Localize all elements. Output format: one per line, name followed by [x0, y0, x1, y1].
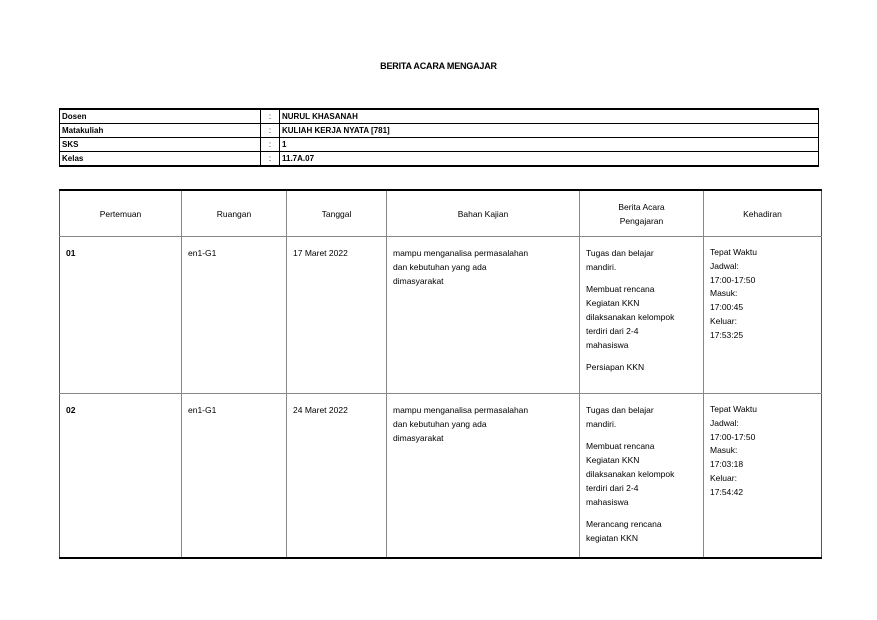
- text-line: Jadwal:: [710, 260, 739, 271]
- info-row-dosen: [60, 109, 819, 124]
- text-line: kegiatan KKN: [586, 533, 638, 543]
- text-line: dimasyarakat: [393, 276, 444, 286]
- text-line: dimasyarakat: [393, 433, 444, 443]
- cell-ruangan: en1-G1: [182, 394, 287, 559]
- cell-pertemuan: 01: [60, 237, 182, 394]
- text-line: mampu menganalisa permasalahan: [393, 248, 529, 258]
- berita-paragraph: [586, 517, 697, 545]
- info-row-sks: [60, 138, 819, 152]
- header-ruangan: Ruangan: [182, 190, 287, 237]
- info-separator: :: [261, 152, 280, 167]
- header-berita-acara: [580, 190, 704, 237]
- text-line: Membuat rencana: [586, 284, 655, 294]
- text-line: Keluar:: [710, 472, 737, 483]
- text-line: mandiri.: [586, 262, 617, 272]
- text-line: Tepat Waktu: [710, 404, 757, 414]
- cell-ruangan: en1-G1: [182, 237, 287, 394]
- cell-kehadiran: [704, 237, 822, 394]
- text-line: 17:54:42: [710, 486, 744, 497]
- info-separator: :: [261, 109, 280, 124]
- text-line: Masuk:: [710, 445, 738, 456]
- header-kehadiran: Kehadiran: [704, 190, 822, 237]
- header-tanggal: Tanggal: [287, 190, 387, 237]
- info-label: Dosen: [60, 109, 261, 124]
- text-line: terdiri dari 2-4: [586, 326, 639, 336]
- text-line: dilaksanakan kelompok: [586, 312, 675, 322]
- text-line: Persiapan KKN: [586, 362, 645, 372]
- text-line: dan kebutuhan yang ada: [393, 262, 487, 272]
- cell-tanggal: 24 Maret 2022: [287, 394, 387, 559]
- berita-paragraph: [586, 403, 697, 431]
- info-value: 1: [280, 138, 819, 152]
- info-separator: :: [261, 124, 280, 138]
- text-line: Tepat Waktu: [710, 247, 757, 257]
- table-row: [60, 237, 822, 394]
- header-pertemuan: Pertemuan: [60, 190, 182, 237]
- info-table: [59, 108, 819, 167]
- info-value: NURUL KHASANAH: [280, 109, 819, 124]
- text-line: Masuk:: [710, 288, 738, 299]
- berita-paragraph: [586, 282, 697, 352]
- cell-pertemuan: 02: [60, 394, 182, 559]
- text-line: 17:00-17:50: [710, 431, 756, 442]
- text-line: terdiri dari 2-4: [586, 483, 639, 493]
- cell-bahan-kajian: [387, 237, 580, 394]
- info-value: 11.7A.07: [280, 152, 819, 167]
- cell-bahan-kajian: [387, 394, 580, 559]
- info-row-matakuliah: [60, 124, 819, 138]
- info-label: SKS: [60, 138, 261, 152]
- text-line: Merancang rencana: [586, 519, 662, 529]
- info-row-kelas: [60, 152, 819, 167]
- info-value: KULIAH KERJA NYATA [781]: [280, 124, 819, 138]
- cell-kehadiran: [704, 394, 822, 559]
- text-line: dan kebutuhan yang ada: [393, 419, 487, 429]
- text-line: 17:00:45: [710, 302, 744, 313]
- text-line: Tugas dan belajar: [586, 405, 654, 415]
- table-row: [60, 394, 822, 559]
- text-line: mampu menganalisa permasalahan: [393, 405, 529, 415]
- table-header-row: [60, 190, 822, 237]
- berita-paragraph: [586, 246, 697, 274]
- text-line: dilaksanakan kelompok: [586, 469, 675, 479]
- text-line: Membuat rencana: [586, 441, 655, 451]
- cell-berita-acara: [580, 237, 704, 394]
- text-line: Jadwal:: [710, 417, 739, 428]
- text-line: 17:00-17:50: [710, 274, 756, 285]
- header-berita-line: Berita Acara: [618, 201, 665, 212]
- text-line: Kegiatan KKN: [586, 455, 640, 465]
- text-line: 17:53:25: [710, 329, 744, 340]
- text-line: Keluar:: [710, 315, 737, 326]
- info-separator: :: [261, 138, 280, 152]
- berita-paragraph: [586, 360, 697, 374]
- document-title: BERITA ACARA MENGAJAR: [380, 61, 497, 71]
- text-line: mahasiswa: [586, 497, 629, 507]
- header-berita-line: Pengajaran: [619, 215, 664, 226]
- header-bahan-kajian: Bahan Kajian: [387, 190, 580, 237]
- info-label: Matakuliah: [60, 124, 261, 138]
- text-line: mahasiswa: [586, 340, 629, 350]
- attendance-table: [59, 189, 822, 559]
- text-line: mandiri.: [586, 419, 617, 429]
- berita-paragraph: [586, 439, 697, 509]
- cell-berita-acara: [580, 394, 704, 559]
- text-line: Kegiatan KKN: [586, 298, 640, 308]
- cell-tanggal: 17 Maret 2022: [287, 237, 387, 394]
- info-label: Kelas: [60, 152, 261, 167]
- text-line: Tugas dan belajar: [586, 248, 654, 258]
- text-line: 17:03:18: [710, 459, 744, 470]
